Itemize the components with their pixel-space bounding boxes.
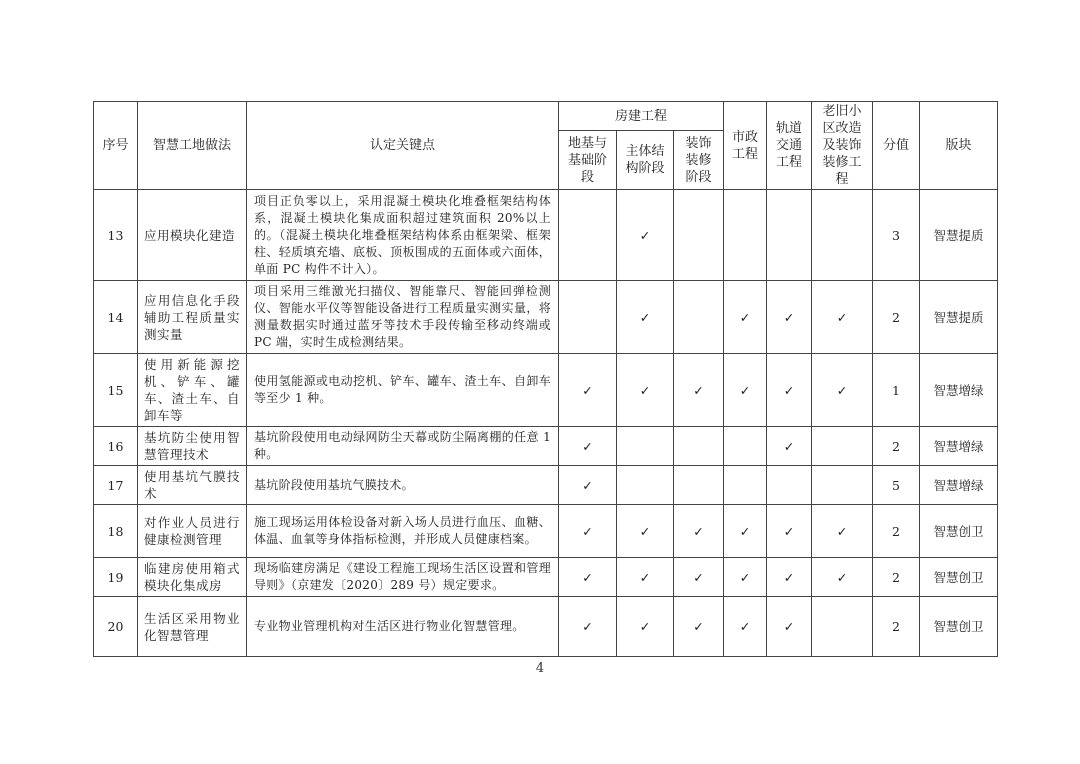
- row-decoration-cell: [674, 190, 724, 281]
- table-row: [94, 427, 998, 466]
- row-score: 2: [873, 597, 920, 657]
- check-mark-icon: ✓: [639, 382, 651, 398]
- row-keypoint: 专业物业管理机构对生活区进行物业化智慧管理。: [247, 597, 559, 657]
- check-mark-icon: ✓: [582, 569, 593, 585]
- row-method: 使用基坑气膜技术: [138, 466, 247, 505]
- check-mark-icon: ✓: [836, 309, 848, 325]
- row-old-community-cell: [812, 281, 873, 354]
- check-mark-icon: ✓: [739, 569, 751, 585]
- table-row: [94, 597, 998, 657]
- check-mark-icon: ✓: [639, 619, 651, 634]
- check-mark-icon: ✓: [693, 382, 704, 398]
- table-row: [94, 466, 998, 505]
- table-row: [94, 190, 998, 281]
- row-foundation-cell: [559, 281, 617, 354]
- row-decoration-cell: [674, 354, 724, 427]
- row-method: 应用信息化手段辅助工程质量实测实量: [138, 281, 247, 354]
- check-mark-icon: ✓: [693, 523, 704, 539]
- row-decoration-cell: [674, 466, 724, 505]
- check-mark-icon: ✓: [783, 438, 795, 454]
- header-municipal: 市政工程: [724, 102, 767, 190]
- check-mark-icon: ✓: [639, 523, 651, 539]
- header-keypoints: 认定关键点: [247, 102, 559, 190]
- row-module: 智慧增绿: [920, 354, 998, 427]
- row-municipal-cell: [724, 597, 767, 657]
- row-main-structure-cell: [617, 597, 674, 657]
- row-main-structure-cell: [617, 190, 674, 281]
- row-method: 临建房使用箱式模块化集成房: [138, 558, 247, 597]
- row-main-structure-cell: [617, 466, 674, 505]
- check-mark-icon: ✓: [582, 619, 593, 634]
- row-municipal-cell: [724, 466, 767, 505]
- row-municipal-cell: [724, 354, 767, 427]
- row-old-community-cell: [812, 597, 873, 657]
- header-rail: 轨道交通工程: [767, 102, 812, 190]
- row-old-community-cell: [812, 558, 873, 597]
- row-score: 2: [873, 558, 920, 597]
- row-rail-cell: [767, 427, 812, 466]
- row-rail-cell: [767, 505, 812, 558]
- row-method: 使用新能源挖机、铲车、罐车、渣土车、自卸车等: [138, 354, 247, 427]
- row-municipal-cell: [724, 427, 767, 466]
- row-module: 智慧创卫: [920, 505, 998, 558]
- check-mark-icon: ✓: [739, 382, 751, 398]
- row-keypoint: 使用氢能源或电动挖机、铲车、罐车、渣土车、自卸车等至少 1 种。: [247, 354, 559, 427]
- check-mark-icon: ✓: [783, 309, 795, 325]
- row-number: 20: [94, 597, 138, 657]
- row-number: 18: [94, 505, 138, 558]
- header-decoration: 装饰装修阶段: [674, 131, 724, 190]
- row-old-community-cell: [812, 190, 873, 281]
- row-number: 19: [94, 558, 138, 597]
- row-rail-cell: [767, 281, 812, 354]
- row-foundation-cell: [559, 597, 617, 657]
- row-module: 智慧创卫: [920, 558, 998, 597]
- row-main-structure-cell: [617, 505, 674, 558]
- row-old-community-cell: [812, 354, 873, 427]
- row-decoration-cell: [674, 558, 724, 597]
- criteria-table: [93, 101, 998, 657]
- row-score: 3: [873, 190, 920, 281]
- table-row: [94, 558, 998, 597]
- check-mark-icon: ✓: [783, 523, 795, 539]
- table-body: [94, 190, 998, 657]
- header-score: 分值: [873, 102, 920, 190]
- row-number: 14: [94, 281, 138, 354]
- check-mark-icon: ✓: [783, 569, 795, 585]
- row-rail-cell: [767, 466, 812, 505]
- header-module: 版块: [920, 102, 998, 190]
- check-mark-icon: ✓: [639, 309, 651, 325]
- row-municipal-cell: [724, 190, 767, 281]
- row-keypoint: 施工现场运用体检设备对新入场人员进行血压、血糖、体温、血氧等身体指标检测，并形成人员健康档案。: [247, 505, 559, 558]
- row-foundation-cell: [559, 558, 617, 597]
- row-foundation-cell: [559, 354, 617, 427]
- row-module: 智慧增绿: [920, 466, 998, 505]
- row-keypoint: 现场临建房满足《建设工程施工现场生活区设置和管理导则》（京建发〔2020〕289 号）规定要求。: [247, 558, 559, 597]
- check-mark-icon: ✓: [693, 569, 704, 585]
- row-foundation-cell: [559, 466, 617, 505]
- row-rail-cell: [767, 597, 812, 657]
- check-mark-icon: ✓: [639, 569, 651, 585]
- row-score: 2: [873, 505, 920, 558]
- row-decoration-cell: [674, 505, 724, 558]
- check-mark-icon: ✓: [739, 523, 751, 539]
- page-number: 4: [535, 661, 545, 676]
- row-decoration-cell: [674, 597, 724, 657]
- row-rail-cell: [767, 558, 812, 597]
- table-row: [94, 505, 998, 558]
- row-main-structure-cell: [617, 558, 674, 597]
- row-method: 生活区采用物业化智慧管理: [138, 597, 247, 657]
- check-mark-icon: ✓: [783, 619, 795, 634]
- row-number: 16: [94, 427, 138, 466]
- row-municipal-cell: [724, 281, 767, 354]
- row-module: 智慧提质: [920, 281, 998, 354]
- header-old-community: 老旧小区改造及装饰装修工程: [812, 102, 873, 190]
- row-score: 1: [873, 354, 920, 427]
- row-main-structure-cell: [617, 354, 674, 427]
- check-mark-icon: ✓: [836, 569, 848, 585]
- row-module: 智慧提质: [920, 190, 998, 281]
- check-mark-icon: ✓: [739, 619, 751, 634]
- row-municipal-cell: [724, 558, 767, 597]
- row-foundation-cell: [559, 427, 617, 466]
- table-row: [94, 281, 998, 354]
- row-decoration-cell: [674, 427, 724, 466]
- row-keypoint: 项目正负零以上，采用混凝土模块化堆叠框架结构体系，混凝土模块化集成面积超过建筑面积 20%以上的。（混凝土模块化堆叠框架结构体系由框架梁、框架柱、轻质填充墙、底板、顶板围成的五面体或六面体，单面 PC 构件不计入）。: [247, 190, 559, 281]
- table-row: [94, 354, 998, 427]
- row-number: 15: [94, 354, 138, 427]
- row-foundation-cell: [559, 190, 617, 281]
- row-module: 智慧增绿: [920, 427, 998, 466]
- header-foundation: 地基与基础阶段: [559, 131, 617, 190]
- row-rail-cell: [767, 190, 812, 281]
- check-mark-icon: ✓: [836, 523, 848, 539]
- check-mark-icon: ✓: [582, 523, 593, 539]
- check-mark-icon: ✓: [582, 477, 593, 493]
- check-mark-icon: ✓: [582, 382, 593, 398]
- check-mark-icon: ✓: [693, 619, 704, 634]
- row-keypoint: 基坑阶段使用电动绿网防尘天幕或防尘隔离棚的任意 1 种。: [247, 427, 559, 466]
- row-old-community-cell: [812, 505, 873, 558]
- row-score: 2: [873, 427, 920, 466]
- row-main-structure-cell: [617, 281, 674, 354]
- row-decoration-cell: [674, 281, 724, 354]
- row-keypoint: 基坑阶段使用基坑气膜技术。: [247, 466, 559, 505]
- row-method: 应用模块化建造: [138, 190, 247, 281]
- header-main-structure: 主体结构阶段: [617, 131, 674, 190]
- check-mark-icon: ✓: [836, 382, 848, 398]
- header-seq: 序号: [94, 102, 138, 190]
- header-method: 智慧工地做法: [138, 102, 247, 190]
- row-old-community-cell: [812, 427, 873, 466]
- row-number: 17: [94, 466, 138, 505]
- check-mark-icon: ✓: [783, 382, 795, 398]
- header-housing-group: 房建工程: [559, 102, 724, 131]
- row-method: 对作业人员进行健康检测管理: [138, 505, 247, 558]
- row-foundation-cell: [559, 505, 617, 558]
- row-keypoint: 项目采用三维激光扫描仪、智能靠尺、智能回弹检测仪、智能水平仪等智能设备进行工程质量实测实量，将测量数据实时通过蓝牙等技术手段传输至移动终端或 PC 端，实时生成检测结果。: [247, 281, 559, 354]
- row-score: 5: [873, 466, 920, 505]
- row-module: 智慧创卫: [920, 597, 998, 657]
- check-mark-icon: ✓: [739, 309, 751, 325]
- row-rail-cell: [767, 354, 812, 427]
- row-old-community-cell: [812, 466, 873, 505]
- row-main-structure-cell: [617, 427, 674, 466]
- row-number: 13: [94, 190, 138, 281]
- row-municipal-cell: [724, 505, 767, 558]
- check-mark-icon: ✓: [639, 227, 651, 243]
- check-mark-icon: ✓: [582, 438, 593, 454]
- row-score: 2: [873, 281, 920, 354]
- row-method: 基坑防尘使用智慧管理技术: [138, 427, 247, 466]
